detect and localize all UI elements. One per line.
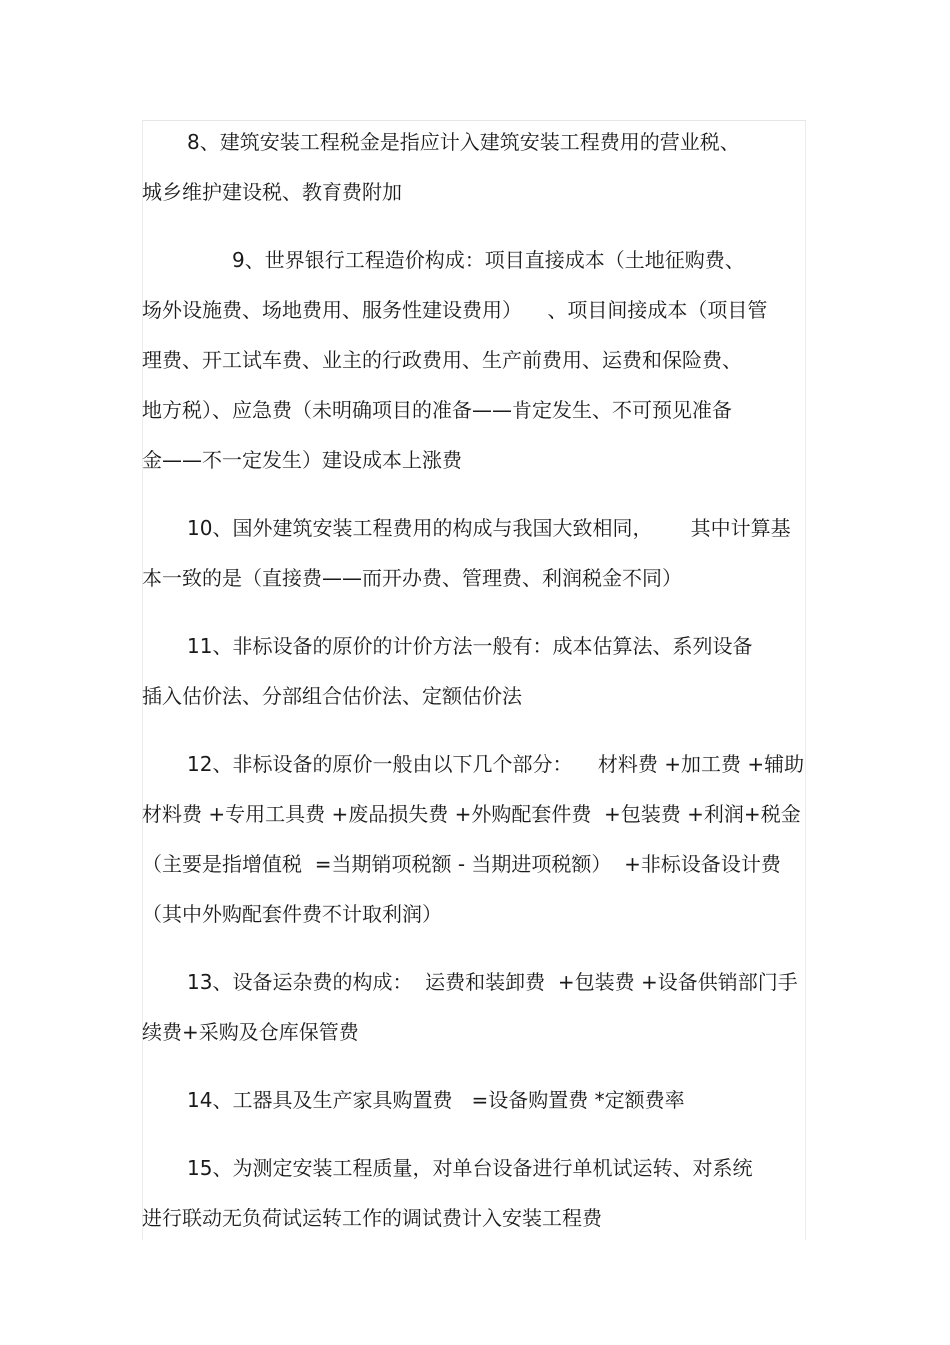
para-8-line-2: 城乡维护建设税、教育费附加 — [142, 180, 402, 204]
document-page — [142, 120, 806, 1240]
para-12-line-2: 材料费 +专用工具费 +废品损失费 +外购配套件费 +包装费 +利润+税金 — [142, 802, 801, 826]
para-12-line-4: （其中外购配套件费不计取利润） — [142, 902, 442, 926]
para-12-line-3: （主要是指增值税 =当期销项税额 - 当期进项税额） +非标设备设计费 — [142, 852, 781, 876]
para-9-line-4: 地方税）、应急费（未明确项目的准备——肯定发生、不可预见准备 — [142, 398, 732, 422]
para-8-line-1: 8、建筑安装工程税金是指应计入建筑安装工程费用的营业税、 — [187, 130, 740, 154]
para-9-line-1: 9、世界银行工程造价构成：项目直接成本（土地征购费、 — [232, 248, 745, 272]
para-14-line-1: 14、工器具及生产家具购置费 =设备购置费 *定额费率 — [187, 1088, 685, 1112]
para-9-line-3: 理费、开工试车费、业主的行政费用、生产前费用、运费和保险费、 — [142, 348, 742, 372]
para-13-line-1: 13、设备运杂费的构成： 运费和装卸费 +包装费 +设备供销部门手 — [187, 970, 798, 994]
para-11-line-1: 11、非标设备的原价的计价方法一般有：成本估算法、系列设备 — [187, 634, 753, 658]
para-12-line-1: 12、非标设备的原价一般由以下几个部分： 材料费 +加工费 +辅助 — [187, 752, 805, 776]
para-9-line-2: 场外设施费、场地费用、服务性建设费用） 、项目间接成本（项目管 — [142, 298, 768, 322]
para-9-line-5: 金——不一定发生）建设成本上涨费 — [142, 448, 462, 472]
para-15-line-1: 15、为测定安装工程质量，对单台设备进行单机试运转、对系统 — [187, 1156, 753, 1180]
para-10-line-1: 10、国外建筑安装工程费用的构成与我国大致相同， 其中计算基 — [187, 516, 791, 540]
para-15-line-2: 进行联动无负荷试运转工作的调试费计入安装工程费 — [142, 1206, 602, 1230]
para-11-line-2: 插入估价法、分部组合估价法、定额估价法 — [142, 684, 522, 708]
para-10-line-2: 本一致的是（直接费——而开办费、管理费、利润税金不同） — [142, 566, 682, 590]
para-13-line-2: 续费+采购及仓库保管费 — [142, 1020, 359, 1044]
